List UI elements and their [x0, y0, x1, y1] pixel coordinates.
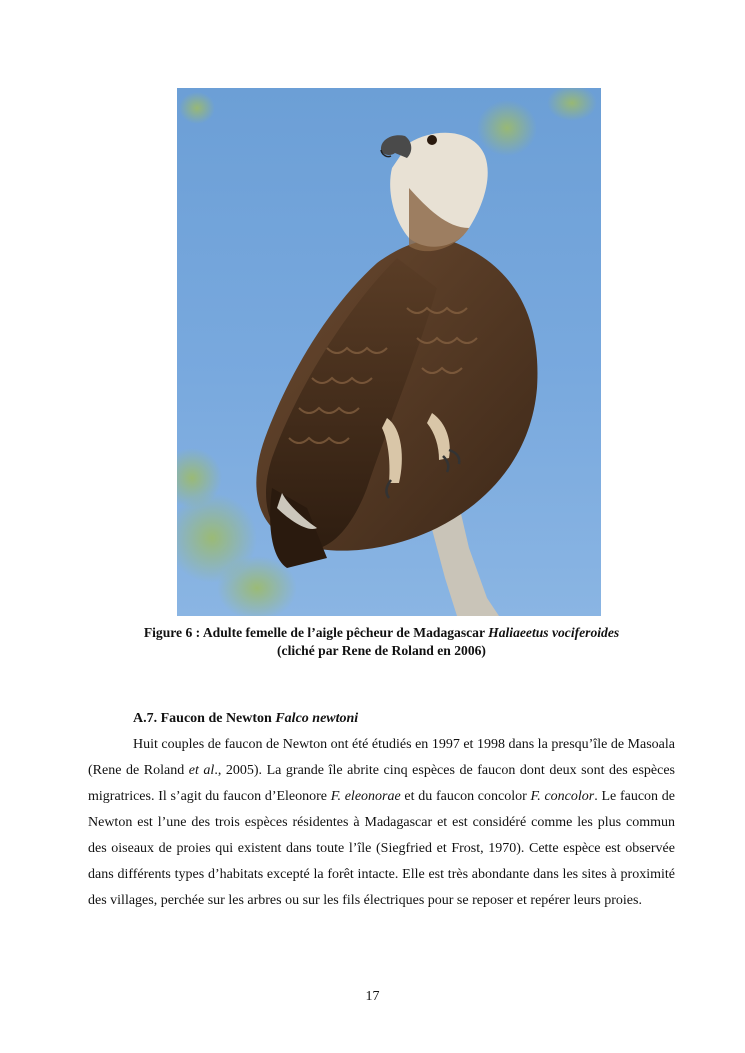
paragraph-species-concolor: F. concolor — [530, 789, 595, 804]
figure-caption — [88, 624, 675, 660]
page-number: 17 — [365, 989, 380, 1004]
heading-species: Falco newtoni — [275, 711, 359, 726]
body-paragraph — [88, 732, 675, 914]
paragraph-part-7: . Le faucon de Newton est l’une des trois espèces résidentes à Madagascar et est considéré comme les plus commun des oiseaux de proies qui existent dans toute l’île (Siegfried et Frost, 1970). Cette espèce est observée dans différents types d’habitats excepté la forêt intacte. Elle est très abondante dans les sites à proximité des villages, perchée sur les arbres ou sur les fils électriques pour se reposer et repérer leurs proies. — [88, 789, 675, 908]
caption-text: Figure 6 : Adulte femelle de l’aigle pêcheur de Madagascar — [143, 625, 489, 640]
section-heading — [133, 710, 358, 728]
caption-species: Haliaeetus vociferoides — [488, 625, 620, 640]
paragraph-part-5: et du faucon concolor — [400, 789, 531, 804]
heading-text: A.7. Faucon de Newton — [133, 711, 276, 726]
paragraph-species-eleonorae: F. eleonorae — [330, 789, 401, 804]
paragraph-part-1: Huit couples de faucon de Newton ont été étudiés en 1997 et 1998 dans la presqu’île de Masoala (Rene de Roland — [88, 737, 675, 778]
caption-line-2: (cliché par Rene de Roland en 2006) — [277, 643, 486, 658]
paragraph-part-3: ., 2005). La grande île abrite cinq espèces de faucon dont deux sont des espèces migratrices. Il s’agit du faucon d’Eleonore — [88, 763, 675, 804]
eagle-illustration — [177, 88, 601, 616]
paragraph-et-al: et al — [188, 763, 215, 778]
eagle-photo — [177, 88, 601, 616]
caption-line-1 — [88, 624, 675, 642]
